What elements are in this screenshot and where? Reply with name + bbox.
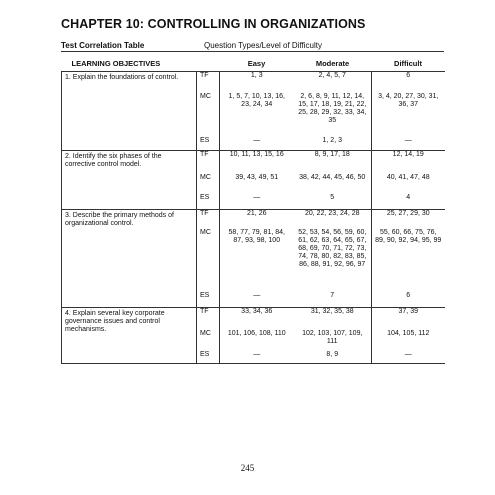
moderate-cell: 102, 103, 107, 109, 111	[302, 330, 363, 345]
objective-cell: 4. Explain several key corporate governance issues and control mechanisms.	[62, 308, 197, 364]
easy-cell: 33, 34, 36	[220, 308, 294, 331]
moderate-cell: 52, 53, 54, 56, 59, 60, 61, 62, 63, 64, 65, 67, 68, 69, 70, 71, 72, 73, 74, 78, 80, 82, 83, 85, 86, 88, 91, 92, 96, 97	[298, 229, 367, 268]
easy-cell: 10, 11, 13, 15, 16	[220, 151, 294, 175]
moderate-cell: 2, 4, 5, 7	[294, 72, 372, 94]
difficult-cell: 3, 4, 20, 27, 30, 31, 36, 37	[372, 93, 445, 137]
test-correlation-table	[61, 57, 445, 364]
moderate-cell: 5	[294, 194, 372, 210]
question-type-cell: ES	[197, 292, 220, 308]
page-number: 245	[240, 463, 255, 473]
moderate-cell: 7	[294, 292, 372, 308]
question-type-cell: TF	[197, 308, 220, 331]
difficult-header: Difficult	[394, 59, 422, 68]
objective-cell: 3. Describe the primary methods of organizational control.	[62, 210, 197, 308]
chapter-title: CHAPTER 10: CONTROLLING IN ORGANIZATIONS	[61, 17, 366, 31]
moderate-cell: 38, 42, 44, 45, 46, 50	[299, 174, 366, 181]
easy-cell: 101, 106, 108, 110	[220, 330, 294, 351]
question-type-cell: MC	[197, 229, 220, 292]
difficult-cell: 55, 60, 66, 75, 76, 89, 90, 92, 94, 95, 99	[372, 229, 445, 292]
difficult-cell: 6	[372, 72, 445, 94]
table-row	[62, 72, 445, 94]
moderate-cell: 20, 22, 23, 24, 28	[294, 210, 372, 230]
easy-cell: —	[220, 351, 294, 364]
difficult-cell: 6	[372, 292, 445, 308]
difficult-cell: 12, 14, 19	[372, 151, 445, 175]
moderate-cell: 8, 9	[294, 351, 372, 364]
easy-cell: 1, 5, 7, 10, 13, 16, 23, 24, 34	[220, 93, 294, 137]
objective-cell: 2. Identify the six phases of the corrective control model.	[62, 151, 197, 210]
easy-cell: 39, 43, 49, 51	[220, 174, 294, 194]
question-type-cell: MC	[197, 93, 220, 137]
difficult-cell: 4	[372, 194, 445, 210]
easy-cell: —	[220, 292, 294, 308]
moderate-cell: 2, 6, 8, 9, 11, 12, 14, 15, 17, 18, 19, 21, 22, 25, 28, 29, 32, 33, 34, 35	[298, 93, 367, 124]
question-type-cell: ES	[197, 351, 220, 364]
table-row	[62, 210, 445, 230]
table-row	[62, 151, 445, 175]
type-header	[197, 57, 220, 72]
question-type-cell: TF	[197, 151, 220, 175]
difficult-cell: —	[372, 137, 445, 151]
moderate-cell: 8, 9, 17, 18	[294, 151, 372, 175]
difficult-cell: 104, 105, 112	[372, 330, 445, 351]
question-type-cell: ES	[197, 137, 220, 151]
moderate-cell: 31, 32, 35, 38	[294, 308, 372, 331]
difficult-cell: 40, 41, 47, 48	[372, 174, 445, 194]
easy-header: Easy	[247, 59, 266, 68]
table-header-row	[62, 57, 445, 72]
easy-cell: —	[220, 194, 294, 210]
question-types-label: Question Types/Level of Difficulty	[204, 41, 322, 50]
difficult-cell: —	[372, 351, 445, 364]
table-row	[62, 308, 445, 331]
question-type-cell: MC	[197, 174, 220, 194]
easy-cell: 1, 3	[220, 72, 294, 94]
question-type-cell: ES	[197, 194, 220, 210]
moderate-cell: 1, 2, 3	[294, 137, 372, 151]
test-correlation-label: Test Correlation Table	[61, 41, 145, 50]
learning-objectives-header: LEARNING OBJECTIVES	[71, 59, 161, 68]
objective-cell: 1. Explain the foundations of control.	[62, 72, 197, 151]
table-subheader	[61, 41, 444, 52]
moderate-header: Moderate	[315, 59, 350, 68]
easy-cell: 58, 77, 79, 81, 84, 87, 93, 98, 100	[220, 229, 294, 292]
difficult-cell: 25, 27, 29, 30	[372, 210, 445, 230]
easy-cell: —	[220, 137, 294, 151]
difficult-cell: 37, 39	[372, 308, 445, 331]
question-type-cell: TF	[197, 72, 220, 94]
easy-cell: 21, 26	[220, 210, 294, 230]
question-type-cell: TF	[197, 210, 220, 230]
question-type-cell: MC	[197, 330, 220, 351]
